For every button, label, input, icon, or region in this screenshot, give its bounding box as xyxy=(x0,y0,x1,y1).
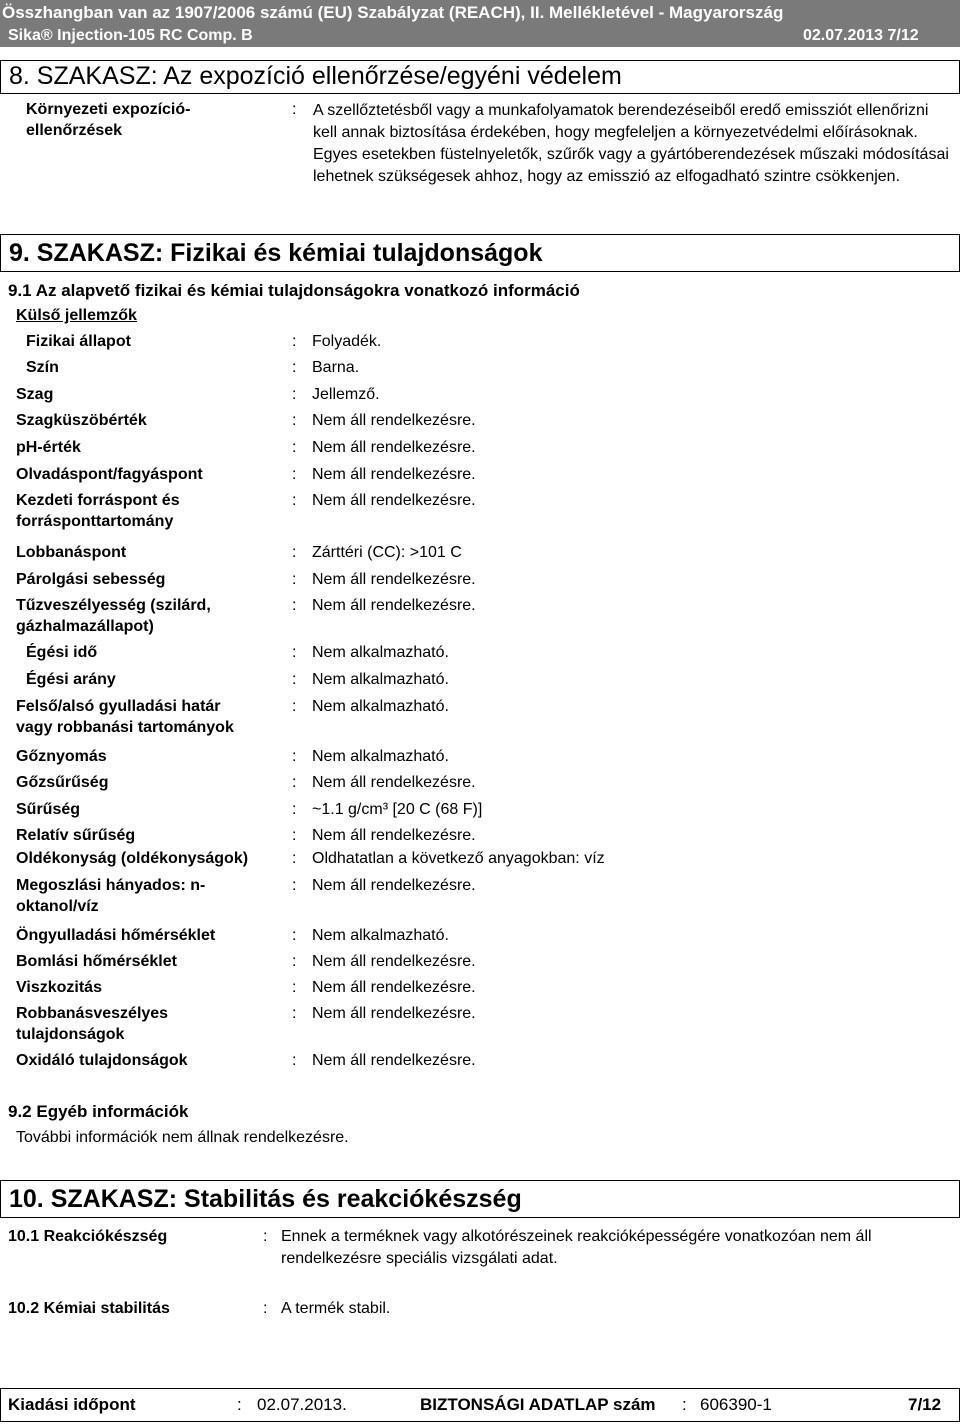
section-10-title: 10. SZAKASZ: Stabilitás és reakciókészség xyxy=(0,1180,960,1218)
property-value: Nem áll rendelkezésre. xyxy=(312,1052,476,1069)
other-info-text: További információk nem állnak rendelkezésre. xyxy=(16,1129,349,1146)
regulation-header: Összhangban van az 1907/2006 számú (EU) Szabályzat (REACH), II. Mellékletével - Magyarország xyxy=(0,0,960,25)
property-label-cont: oktanol/víz xyxy=(16,898,99,915)
property-colon: : xyxy=(292,953,297,970)
property-colon: : xyxy=(292,748,297,765)
property-label: Gőznyomás xyxy=(16,748,107,765)
property-value: Nem áll rendelkezésre. xyxy=(312,979,476,996)
property-label: Égési arány xyxy=(26,671,116,688)
env-label-line1: Környezeti expozíció- xyxy=(26,101,191,118)
header-date-page: 02.07.2013 7/12 xyxy=(803,27,919,44)
property-label: Megoszlási hányados: n- xyxy=(16,877,206,894)
property-value: Nem áll rendelkezésre. xyxy=(312,877,476,894)
sds-number-colon: : xyxy=(682,1395,687,1414)
property-colon: : xyxy=(292,333,297,350)
property-value: Nem áll rendelkezésre. xyxy=(312,774,476,791)
property-value: Nem alkalmazható. xyxy=(312,927,449,944)
property-label: Öngyulladási hőmérséklet xyxy=(16,927,216,944)
stability-label: 10.2 Kémiai stabilitás xyxy=(8,1300,170,1317)
property-colon: : xyxy=(292,671,297,688)
property-colon: : xyxy=(292,492,297,509)
property-label-cont: gázhalmazállapot) xyxy=(16,618,154,635)
product-header xyxy=(0,25,960,47)
property-colon: : xyxy=(292,801,297,818)
property-label: Felső/alsó gyulladási határ xyxy=(16,698,221,715)
property-label: Fizikai állapot xyxy=(26,333,131,350)
subsection-9-2: 9.2 Egyéb információk xyxy=(8,1102,189,1121)
property-value: Nem alkalmazható. xyxy=(312,698,449,715)
subsection-9-1: 9.1 Az alapvető fizikai és kémiai tulajdonságokra vonatkozó információ xyxy=(8,281,580,300)
stability-colon: : xyxy=(263,1300,268,1317)
property-colon: : xyxy=(292,877,297,894)
property-value: Nem áll rendelkezésre. xyxy=(312,1005,476,1022)
property-value: Nem áll rendelkezésre. xyxy=(312,597,476,614)
env-colon: : xyxy=(292,101,297,118)
property-value: Oldhatatlan a következő anyagokban: víz xyxy=(312,850,605,867)
property-colon: : xyxy=(292,698,297,715)
property-label: Bomlási hőmérséklet xyxy=(16,953,177,970)
product-name: Sika® Injection-105 RC Comp. B xyxy=(8,27,253,44)
property-colon: : xyxy=(292,359,297,376)
property-label-cont: vagy robbanási tartományok xyxy=(16,719,234,736)
property-value: Nem alkalmazható. xyxy=(312,671,449,688)
property-value: Barna. xyxy=(312,359,360,376)
property-value: Nem áll rendelkezésre. xyxy=(312,571,476,588)
property-colon: : xyxy=(292,386,297,403)
property-label-cont: tulajdonságok xyxy=(16,1026,125,1043)
property-colon: : xyxy=(292,827,297,844)
issue-date-label: Kiadási időpont xyxy=(8,1395,136,1414)
property-value: Nem alkalmazható. xyxy=(312,748,449,765)
reactivity-colon: : xyxy=(263,1228,268,1245)
property-label: Sűrűség xyxy=(16,801,81,818)
property-value: Nem áll rendelkezésre. xyxy=(312,439,476,456)
footer xyxy=(0,1388,960,1422)
property-value: Nem alkalmazható. xyxy=(312,644,449,661)
property-colon: : xyxy=(292,597,297,614)
external-features-heading: Külső jellemzők xyxy=(16,307,137,324)
property-label: Tűzveszélyesség (szilárd, xyxy=(16,597,211,614)
env-text: A szellőztetésből vagy a munkafolyamatok berendezéseiből eredő emissziót ellenőrizni kell annak biztosítása érdekében, hogy megfeleljen a környezetvédelmi előírásoknak. Egyes esetekben füstelnyeletők, szűrők vagy a gyártóberendezések műszaki módosításai lehetnek szükségesek ahhoz, hogy az emisszió az elfogadható szintre csökkenjen. xyxy=(313,102,949,185)
issue-date-colon: : xyxy=(237,1395,242,1414)
property-colon: : xyxy=(292,466,297,483)
property-label: Viszkozitás xyxy=(16,979,102,996)
issue-date-value: 02.07.2013. xyxy=(257,1395,347,1414)
property-label: Robbanásveszélyes xyxy=(16,1005,169,1022)
reactivity-label: 10.1 Reakciókészség xyxy=(8,1228,168,1245)
footer-page: 7/12 xyxy=(908,1395,942,1414)
property-colon: : xyxy=(292,774,297,791)
env-label-line2: ellenőrzések xyxy=(26,122,123,139)
property-label-cont: forrásponttartomány xyxy=(16,513,174,530)
property-value: Jellemző. xyxy=(312,386,380,403)
property-label: Olvadáspont/fagyáspont xyxy=(16,466,203,483)
property-value: ~1.1 g/cm³ [20 C (68 F)] xyxy=(312,801,483,818)
property-colon: : xyxy=(292,1052,297,1069)
property-label: Égési idő xyxy=(26,644,98,661)
property-value: Folyadék. xyxy=(312,333,382,350)
reactivity-line2: rendelkezésre speciális vizsgálati adat. xyxy=(281,1250,558,1267)
property-value: Nem áll rendelkezésre. xyxy=(312,492,476,509)
property-value: Nem áll rendelkezésre. xyxy=(312,466,476,483)
property-value: Nem áll rendelkezésre. xyxy=(312,412,476,429)
property-label: Oxidáló tulajdonságok xyxy=(16,1052,188,1069)
property-label: Szín xyxy=(26,359,59,376)
property-colon: : xyxy=(292,544,297,561)
sds-number-label: BIZTONSÁGI ADATLAP szám xyxy=(420,1395,656,1414)
property-label: Relatív sűrűség xyxy=(16,827,136,844)
property-colon: : xyxy=(292,927,297,944)
property-colon: : xyxy=(292,850,297,867)
property-label: Lobbanáspont xyxy=(16,544,127,561)
section-8-title: 8. SZAKASZ: Az expozíció ellenőrzése/egyéni védelem xyxy=(0,60,960,94)
property-label: Kezdeti forráspont és xyxy=(16,492,180,509)
sds-number-value: 606390-1 xyxy=(700,1395,772,1414)
property-value: Zárttéri (CC): >101 C xyxy=(312,544,462,561)
property-colon: : xyxy=(292,979,297,996)
stability-value: A termék stabil. xyxy=(281,1300,391,1317)
property-colon: : xyxy=(292,439,297,456)
property-colon: : xyxy=(292,1005,297,1022)
property-label: Oldékonyság (oldékonyságok) xyxy=(16,850,249,867)
property-label: Párolgási sebesség xyxy=(16,571,166,588)
property-colon: : xyxy=(292,412,297,429)
property-label: Szag xyxy=(16,386,54,403)
property-label: pH-érték xyxy=(16,439,81,456)
property-colon: : xyxy=(292,571,297,588)
property-value: Nem áll rendelkezésre. xyxy=(312,953,476,970)
property-colon: : xyxy=(292,644,297,661)
section-9-title: 9. SZAKASZ: Fizikai és kémiai tulajdonságok xyxy=(0,234,960,272)
property-value: Nem áll rendelkezésre. xyxy=(312,827,476,844)
reactivity-line1: Ennek a terméknek vagy alkotórészeinek reakcióképességére vonatkozóan nem áll xyxy=(281,1228,872,1245)
property-label: Szagküszöbérték xyxy=(16,412,147,429)
property-label: Gőzsűrűség xyxy=(16,774,109,791)
